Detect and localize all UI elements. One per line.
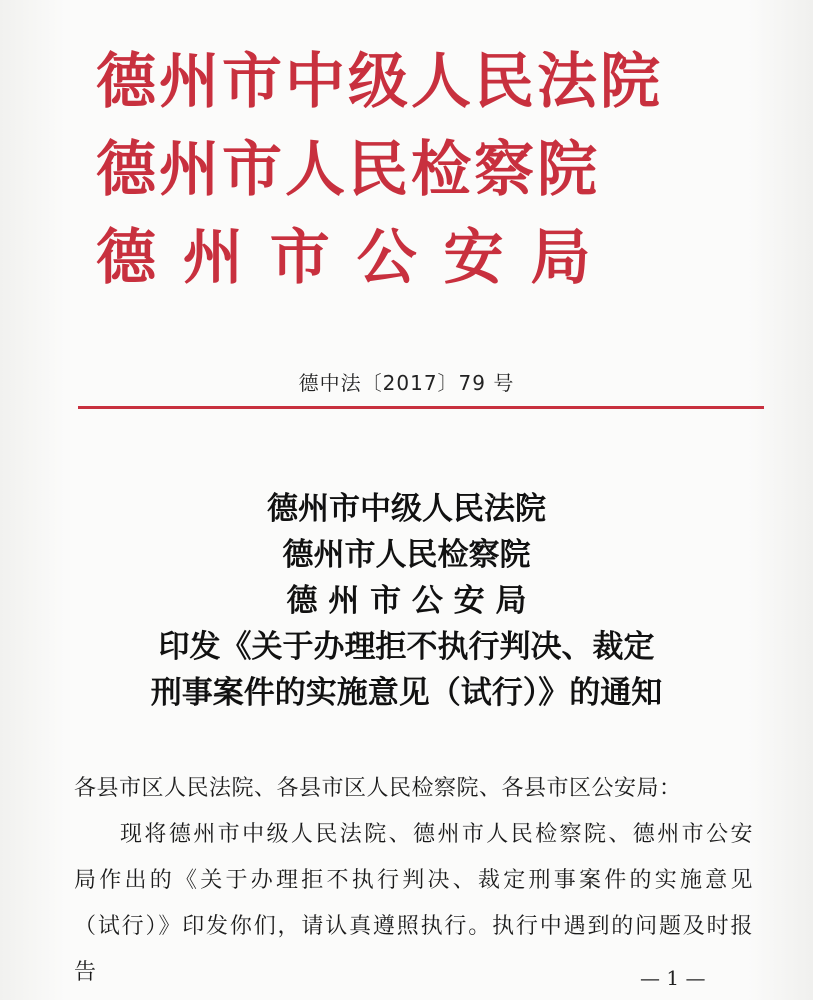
page-number: — 1 — <box>640 966 706 990</box>
issuer-procuratorate: 德州市人民检察院 <box>96 135 600 205</box>
issuer-header <box>96 38 736 302</box>
issuer-police: 德 州 市 公 安 局 <box>96 223 594 293</box>
title-line-procuratorate: 德州市人民检察院 <box>282 537 531 573</box>
title-line-subject-2: 刑事案件的实施意见（试行）》的通知 <box>150 675 663 711</box>
issuer-court: 德州市中级人民法院 <box>96 47 663 117</box>
red-divider-line <box>78 406 764 409</box>
document-body <box>74 766 754 996</box>
document-title <box>0 486 813 716</box>
title-line-police: 德 州 市 公 安 局 <box>286 583 527 619</box>
body-paragraph: 现将德州市中级人民法院、德州市人民检察院、德州市公安局作出的《关于办理拒不执行判决、裁定刑事案件的实施意见（试行）》印发你们，请认真遵照执行。执行中遇到的问题及时报告 <box>74 822 754 985</box>
document-number: 德中法〔2017〕79 号 <box>298 371 515 395</box>
addressee-line: 各县市区人民法院、各县市区人民检察院、各县市区公安局： <box>74 776 682 801</box>
title-line-court: 德州市中级人民法院 <box>267 491 546 527</box>
title-line-subject-1: 印发《关于办理拒不执行判决、裁定 <box>158 629 655 665</box>
